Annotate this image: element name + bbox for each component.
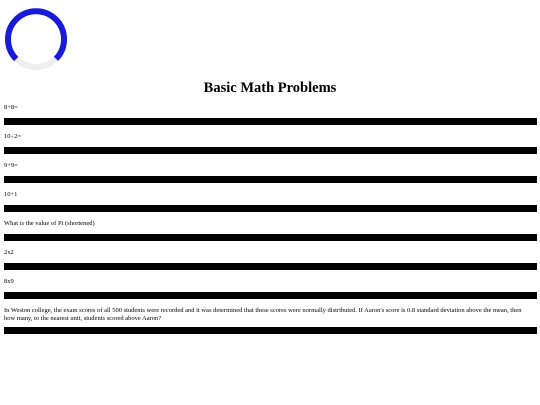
answer-input[interactable] [4,327,537,334]
loading-spinner-icon [4,7,68,71]
answer-input[interactable] [4,118,537,125]
question-label: 10+1 [4,191,18,198]
question-3 [4,162,537,191]
question-label: 2x2 [4,249,14,256]
question-label: In Weston college, the exam scores of all 500 students were recorded and it was determined that these scores were normally distributed. If Aaron's score is 0.8 standard deviation above the mean, then how many, to the nearest unit, students scored above Aaron? [4,307,522,322]
question-2 [4,133,537,162]
question-list [4,104,537,336]
question-8 [4,307,537,336]
question-label: 8x9 [4,278,14,285]
question-label: What is the value of Pi (shortened) [4,220,95,227]
question-label: 10÷2= [4,133,21,140]
question-4 [4,191,537,220]
page-title: Basic Math Problems [203,80,337,96]
answer-input[interactable] [4,263,537,270]
answer-input[interactable] [4,292,537,299]
question-6 [4,249,537,278]
question-7 [4,278,537,307]
question-1 [4,104,537,133]
answer-input[interactable] [4,147,537,154]
answer-input[interactable] [4,234,537,241]
answer-input[interactable] [4,205,537,212]
answer-input[interactable] [4,176,537,183]
question-label: 9+9= [4,162,18,169]
question-5 [4,220,537,249]
question-label: 8+8= [4,104,18,111]
spinner-arc [8,11,64,59]
